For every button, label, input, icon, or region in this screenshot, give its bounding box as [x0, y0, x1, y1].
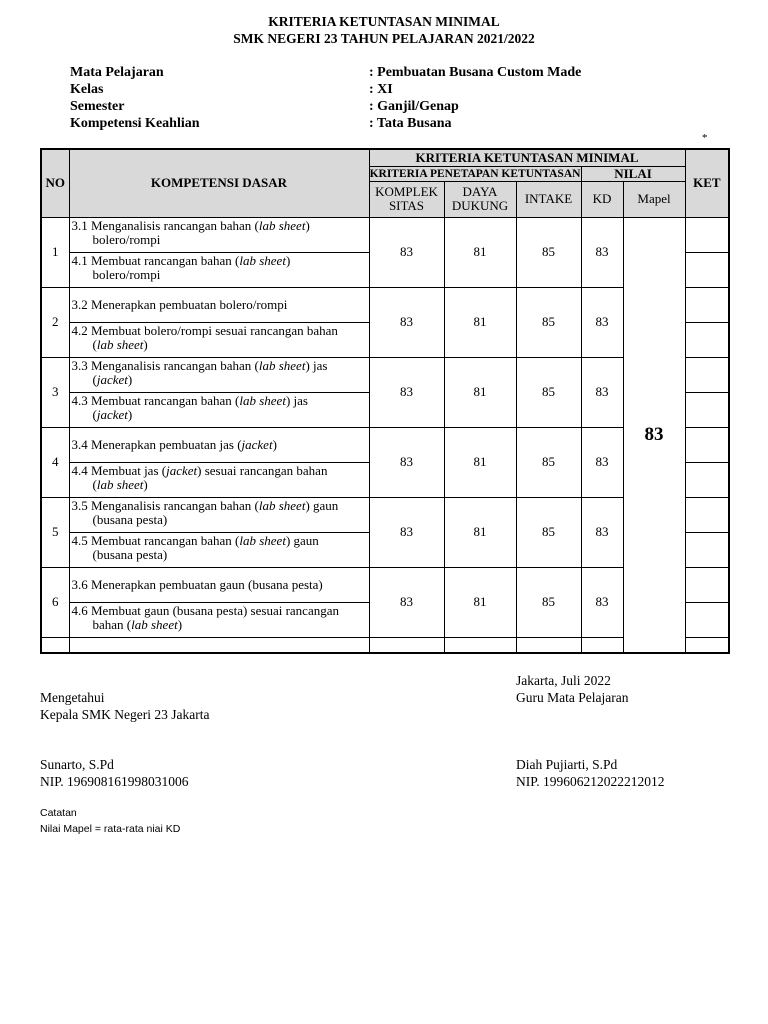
document-subtitle: SMK NEGERI 23 TAHUN PELAJARAN 2021/2022: [233, 31, 535, 46]
info-row-mata-pelajaran: [70, 64, 690, 81]
info-label: Kelas: [70, 82, 104, 97]
info-value: : XI: [369, 82, 393, 97]
kepala-label: Kepala SMK Negeri 23 Jakarta: [40, 707, 210, 722]
kd-cell: 3.6 Menerapkan pembuatan gaun (busana pesta): [69, 567, 369, 602]
info-row-kompetensi-keahlian: [70, 115, 690, 132]
kompleksitas-value: 83: [369, 217, 444, 287]
info-label: Kompetensi Keahlian: [70, 116, 200, 131]
info-label: Mata Pelajaran: [70, 65, 164, 80]
info-value: : Tata Busana: [369, 116, 452, 131]
kompleksitas-value: 83: [369, 427, 444, 497]
row-no: 1: [41, 217, 69, 287]
intake-value: 85: [516, 217, 581, 287]
kd-value: 83: [581, 497, 623, 567]
note-text: Nilai Mapel = rata-rata niai KD: [40, 823, 181, 835]
ket-cell: [685, 252, 729, 287]
kd-cell: 4.6 Membuat gaun (busana pesta) sesuai rancangan bahan (lab sheet): [69, 602, 369, 637]
note-title: Catatan: [40, 807, 77, 819]
header-no: NO: [41, 149, 69, 217]
guru-nip: NIP. 199606212022212012: [516, 774, 665, 789]
kd-value: 83: [581, 287, 623, 357]
row-no: 5: [41, 497, 69, 567]
header-kriteria-penetapan: KRITERIA PENETAPAN KETUNTASAN: [369, 167, 581, 180]
kkm-table: [40, 148, 730, 654]
kd-value: 83: [581, 357, 623, 427]
mengetahui-label: Mengetahui: [40, 690, 105, 705]
kompleksitas-value: 83: [369, 287, 444, 357]
info-value: : Ganjil/Genap: [369, 99, 459, 114]
row-no: 4: [41, 427, 69, 497]
ket-cell: [685, 532, 729, 567]
info-row-kelas: [70, 81, 690, 98]
daya-dukung-value: 81: [444, 497, 516, 567]
header-daya-dukung: DAYA DUKUNG: [444, 181, 516, 217]
header-intake: INTAKE: [516, 181, 581, 217]
header-row: [41, 149, 729, 166]
kd-cell: 4.5 Membuat rancangan bahan (lab sheet) gaun (busana pesta): [69, 532, 369, 567]
kd-value: 83: [581, 217, 623, 287]
kepala-nip: NIP. 196908161998031006: [40, 774, 189, 789]
header-kompetensi-dasar: KOMPETENSI DASAR: [69, 149, 369, 217]
ket-cell: [685, 322, 729, 357]
row-no: 2: [41, 287, 69, 357]
kd-cell: 3.3 Menganalisis rancangan bahan (lab sheet) jas (jacket): [69, 357, 369, 392]
mapel-value: 83: [623, 217, 685, 653]
kd-cell: 3.1 Menganalisis rancangan bahan (lab sheet) bolero/rompi: [69, 217, 369, 252]
daya-dukung-value: 81: [444, 357, 516, 427]
kd-cell: 3.2 Menerapkan pembuatan bolero/rompi: [69, 287, 369, 322]
info-row-semester: [70, 98, 690, 115]
row-no: 6: [41, 567, 69, 637]
ket-cell: [685, 287, 729, 322]
info-label: Semester: [70, 99, 125, 114]
info-value: : Pembuatan Busana Custom Made: [369, 65, 582, 80]
intake-value: 85: [516, 287, 581, 357]
kd-cell: 4.1 Membuat rancangan bahan (lab sheet) bolero/rompi: [69, 252, 369, 287]
guru-label: Guru Mata Pelajaran: [516, 690, 629, 705]
kompleksitas-value: 83: [369, 357, 444, 427]
ket-cell: [685, 357, 729, 392]
ket-cell: [685, 392, 729, 427]
kompleksitas-value: 83: [369, 497, 444, 567]
ket-cell: [685, 602, 729, 637]
intake-value: 85: [516, 427, 581, 497]
kd-cell: 3.4 Menerapkan pembuatan jas (jacket): [69, 427, 369, 462]
intake-value: 85: [516, 357, 581, 427]
ket-cell: [685, 497, 729, 532]
intake-value: 85: [516, 497, 581, 567]
intake-value: 85: [516, 567, 581, 637]
kd-cell: 4.3 Membuat rancangan bahan (lab sheet) jas (jacket): [69, 392, 369, 427]
daya-dukung-value: 81: [444, 217, 516, 287]
guru-name: Diah Pujiarti, S.Pd: [516, 757, 618, 772]
daya-dukung-value: 81: [444, 287, 516, 357]
ket-cell: [685, 567, 729, 602]
ket-cell: [685, 427, 729, 462]
row-no: 3: [41, 357, 69, 427]
kd-cell: 4.2 Membuat bolero/rompi sesuai rancangan bahan (lab sheet): [69, 322, 369, 357]
daya-dukung-value: 81: [444, 567, 516, 637]
document-title: KRITERIA KETUNTASAN MINIMAL: [268, 14, 500, 29]
kepala-name: Sunarto, S.Pd: [40, 757, 114, 772]
table-row: [41, 217, 729, 252]
kompleksitas-value: 83: [369, 567, 444, 637]
kd-value: 83: [581, 427, 623, 497]
info-block: [70, 64, 690, 132]
kd-cell: 3.5 Menganalisis rancangan bahan (lab sheet) gaun (busana pesta): [69, 497, 369, 532]
ket-cell: [685, 217, 729, 252]
kd-cell: 4.4 Membuat jas (jacket) sesuai rancangan bahan (lab sheet): [69, 462, 369, 497]
header-nilai: NILAI: [581, 166, 685, 181]
asterisk-mark: *: [702, 132, 708, 144]
city-date: Jakarta, Juli 2022: [516, 673, 611, 688]
header-ket: KET: [685, 149, 729, 217]
ket-cell: [685, 462, 729, 497]
header-mapel: Mapel: [623, 181, 685, 217]
daya-dukung-value: 81: [444, 427, 516, 497]
kd-value: 83: [581, 567, 623, 637]
header-kompleksitas: KOMPLEK SITAS: [369, 181, 444, 217]
header-kkm: KRITERIA KETUNTASAN MINIMAL: [369, 149, 685, 166]
header-kd: KD: [581, 181, 623, 217]
